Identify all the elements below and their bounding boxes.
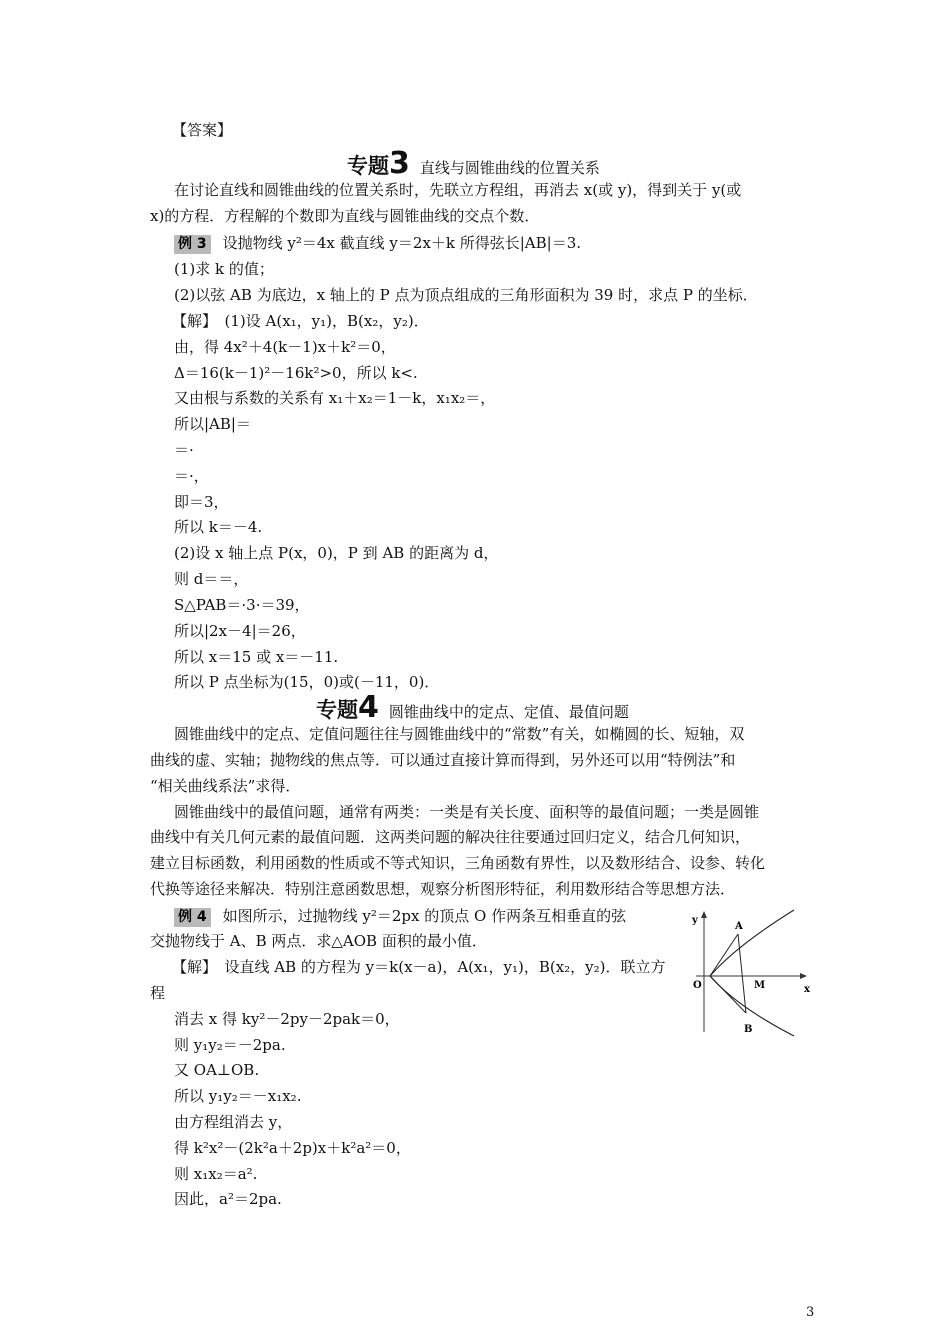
topic3-heading [347,146,600,181]
topic3-number: 3 [389,146,410,181]
parabola-curve [710,910,794,1036]
example3-solution-line: 所以|AB|＝ [174,415,251,433]
label-m: M [754,980,766,991]
y-axis-arrow [701,911,707,918]
example3-solution-line: ＝·， [174,467,209,485]
topic4-para2-line: 曲线中有关几何元素的最值问题．这两类问题的解决往往要通过回归定义，结合几何知识， [150,828,751,846]
parabola-figure [690,908,820,1038]
example4-solution-line: 则 y₁y₂＝－2pa. [174,1036,286,1054]
example4-solution-line: 所以 y₁y₂＝－x₁x₂. [174,1087,302,1105]
example3-solution-line: ＝· [174,441,194,459]
topic4-para1-line: “相关曲线系法”求得． [150,777,301,795]
example4-statement: 如图所示，过抛物线 y²＝2px 的顶点 O 作两条互相垂直的弦 [222,907,627,925]
topic3-title: 直线与圆锥曲线的位置关系 [419,159,600,177]
topic4-para2-line: 建立目标函数，利用函数的性质或不等式知识，三角函数有界性，以及数形结合、设参、转化 [150,854,766,872]
label-a: A [735,921,743,932]
example4-solution-line: 【解】 设直线 AB 的方程为 y＝k(x－a)，A(x₁，y₁)，B(x₂，y₂)．联立方 [172,958,666,976]
example3-solution-line: Δ＝16(k－1)²－16k²>0，所以 k<. [174,364,418,382]
example3-solution-line: 所以 x＝15 或 x＝－11. [174,648,339,666]
example3-solution-line: 即＝3， [174,493,229,511]
label-y: y [692,915,698,926]
example3-solution-line: (2)设 x 轴上点 P(x，0)，P 到 AB 的距离为 d， [174,544,499,562]
topic4-para1-line: 曲线的虚、实轴；抛物线的焦点等．可以通过直接计算而得到，另外还可以用“特例法”和 [150,751,736,769]
example3-solution-line: 所以 P 点坐标为(15，0)或(－11，0)． [174,673,440,691]
x-axis-arrow [800,973,807,979]
answer-label: 【答案】 [172,121,233,139]
example4-solution-line: 由方程组消去 y， [174,1113,293,1131]
example3-solution-line: 所以|2x－4|＝26， [174,622,306,640]
topic4-heading [316,690,629,725]
example3-solution-line: S△PAB＝·3·＝39， [174,596,310,614]
label-x: x [804,984,810,995]
example4-solution-line: 得 k²x²－(2k²a＋2p)x＋k²a²＝0， [174,1139,411,1157]
topic4-para2-line: 代换等途径来解决．特别注意函数思想，观察分析图形特征，利用数形结合等思想方法． [150,880,736,898]
topic4-label: 专题 [316,698,358,722]
example4-solution-line: 消去 x 得 ky²－2py－2pak＝0， [174,1010,400,1028]
example4-solution-line: 程 [150,984,166,1002]
label-b: B [744,1024,753,1035]
topic4-title: 圆锥曲线中的定点、定值、最值问题 [388,703,629,721]
page-number: 3 [806,1305,815,1320]
example3-solution-line: 则 d＝＝， [174,570,249,588]
example3-statement: 设抛物线 y²＝4x 截直线 y＝2x＋k 所得弦长|AB|＝3. [222,234,582,252]
topic4-number: 4 [358,690,379,725]
example3-solution-line: 由，得 4x²＋4(k－1)x＋k²＝0， [174,338,396,356]
label-o: O [693,980,702,991]
topic3-intro-line: 在讨论直线和圆锥曲线的位置关系时，先联立方程组，再消去 x(或 y)，得到关于 y(或 [174,181,742,199]
example4-solution-line: 又 OA⊥OB. [174,1061,260,1079]
example4-statement-line: 交抛物线于 A、B 两点．求△AOB 面积的最小值． [150,932,487,950]
topic4-para2-line: 圆锥曲线中的最值问题，通常有两类：一类是有关长度、面积等的最值问题；一类是圆锥 [174,803,760,821]
example4-solution-line: 则 x₁x₂＝a². [174,1165,258,1183]
example3-badge: 例 3 [174,235,211,254]
chord-ob [710,976,746,1013]
topic4-para1-line: 圆锥曲线中的定点、定值问题往往与圆锥曲线中的“常数”有关，如椭圆的长、短轴，双 [174,725,745,743]
example3-solution-line: 【解】 (1)设 A(x₁，y₁)，B(x₂，y₂)． [172,312,429,330]
example4-solution-line: 因此，a²＝2pa. [174,1190,282,1208]
example4-badge: 例 4 [174,908,211,927]
chord-oa [710,934,738,976]
topic3-intro-line: x)的方程．方程解的个数即为直线与圆锥曲线的交点个数． [150,207,540,225]
topic3-label: 专题 [347,154,389,178]
example4-statement-line [174,904,626,929]
example3-part: (1)求 k 的值； [174,260,274,278]
example3-part: (2)以弦 AB 为底边，x 轴上的 P 点为顶点组成的三角形面积为 39 时，求点 P 的坐标． [174,286,758,304]
example3-solution-line: 所以 k＝－4. [174,518,263,536]
example3-solution-line: 又由根与系数的关系有 x₁＋x₂＝1－k，x₁x₂＝， [174,389,496,407]
example3-statement-line [174,231,581,256]
